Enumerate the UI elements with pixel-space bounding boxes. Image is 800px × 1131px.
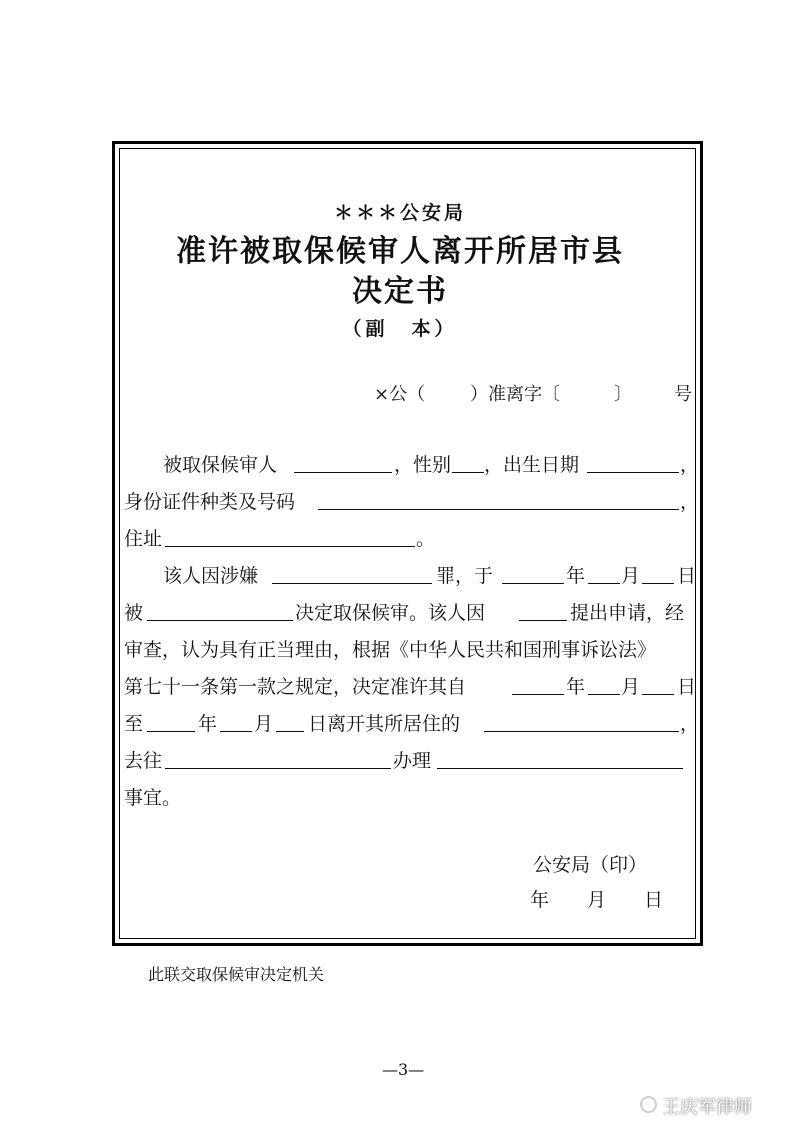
signature-date: 年 月 日 — [530, 889, 664, 911]
label-suspected-of: 该人因涉嫌 — [163, 565, 259, 587]
doc-number-mid: ）准离字〔 — [470, 384, 560, 405]
blank-year[interactable] — [502, 583, 564, 584]
blank-reason[interactable] — [519, 620, 567, 621]
doc-number-bracket-close: 〕 — [614, 384, 632, 405]
label-go-to: 去往 — [124, 750, 163, 772]
label-month: 月 — [621, 676, 641, 698]
blank-destination[interactable] — [165, 768, 391, 769]
label-gender: ，性别 — [394, 454, 452, 476]
blank-suspect-name[interactable] — [294, 472, 392, 473]
copy-destination-note: 此联交取保候审决定机关 — [148, 965, 325, 984]
page-number: —3— — [382, 1060, 425, 1079]
blank-residence-city[interactable] — [484, 731, 679, 732]
watermark-icon — [640, 1096, 657, 1113]
label-applied: 提出申请，经 — [570, 602, 685, 624]
label-year: 年 — [566, 565, 586, 587]
blank-birth-date[interactable] — [587, 472, 679, 473]
document-title-line-1: 准许被取保候审人离开所居市县 — [176, 234, 624, 269]
label-suspect: 被取保候审人 — [163, 454, 278, 476]
watermark-text: 王庆军律师 — [662, 1097, 752, 1118]
label-birth-date: ，出生日期 — [484, 454, 580, 476]
text-matters: 事宜。 — [124, 787, 182, 809]
label-crime-on: 罪，于 — [436, 565, 494, 587]
blank-gender[interactable] — [452, 472, 484, 473]
blank-matter[interactable] — [437, 768, 683, 769]
punct-period: 。 — [416, 528, 436, 550]
label-leave-residence: 日离开其所居住的 — [308, 713, 461, 735]
blank-from-month[interactable] — [588, 694, 620, 695]
text-legal-basis: 审查，认为具有正当理由，根据《中华人民共和国刑事诉讼法》 — [124, 639, 657, 661]
label-bail-decided: 决定取保候审。该人因 — [295, 602, 486, 624]
blank-to-month[interactable] — [220, 731, 252, 732]
blank-day[interactable] — [642, 583, 674, 584]
label-id-document: 身份证件种类及号码 — [124, 491, 296, 513]
document-title-line-2: 决定书 — [352, 274, 448, 309]
blank-id-document[interactable] — [318, 509, 679, 510]
agency-name: ＊＊＊公安局 — [333, 202, 466, 224]
punct-comma: ， — [680, 454, 700, 476]
blank-to-day[interactable] — [276, 731, 304, 732]
blank-month[interactable] — [588, 583, 620, 584]
label-day: 日 — [677, 565, 697, 587]
seal-label: 公安局（印） — [533, 854, 648, 876]
label-by: 被 — [124, 602, 144, 624]
blank-deciding-authority[interactable] — [147, 620, 293, 621]
blank-address[interactable] — [165, 546, 415, 547]
punct-comma: ， — [680, 491, 700, 513]
blank-from-day[interactable] — [642, 694, 674, 695]
label-year: 年 — [198, 713, 218, 735]
label-until: 至 — [124, 713, 144, 735]
label-month: 月 — [621, 565, 641, 587]
doc-number-prefix: ×公（ — [374, 384, 426, 405]
label-address: 住址 — [124, 528, 163, 550]
blank-from-year[interactable] — [512, 694, 564, 695]
label-handle: 办理 — [393, 750, 432, 772]
blank-to-year[interactable] — [147, 731, 195, 732]
label-day: 日 — [677, 676, 697, 698]
text-permit-from: 第七十一条第一款之规定，决定准许其自 — [124, 676, 467, 698]
copy-label: （副 本） — [342, 318, 458, 340]
label-year: 年 — [566, 676, 586, 698]
blank-crime[interactable] — [272, 583, 432, 584]
label-month: 月 — [254, 713, 274, 735]
doc-number-suffix: 号 — [674, 384, 692, 405]
punct-comma: ， — [680, 713, 700, 735]
